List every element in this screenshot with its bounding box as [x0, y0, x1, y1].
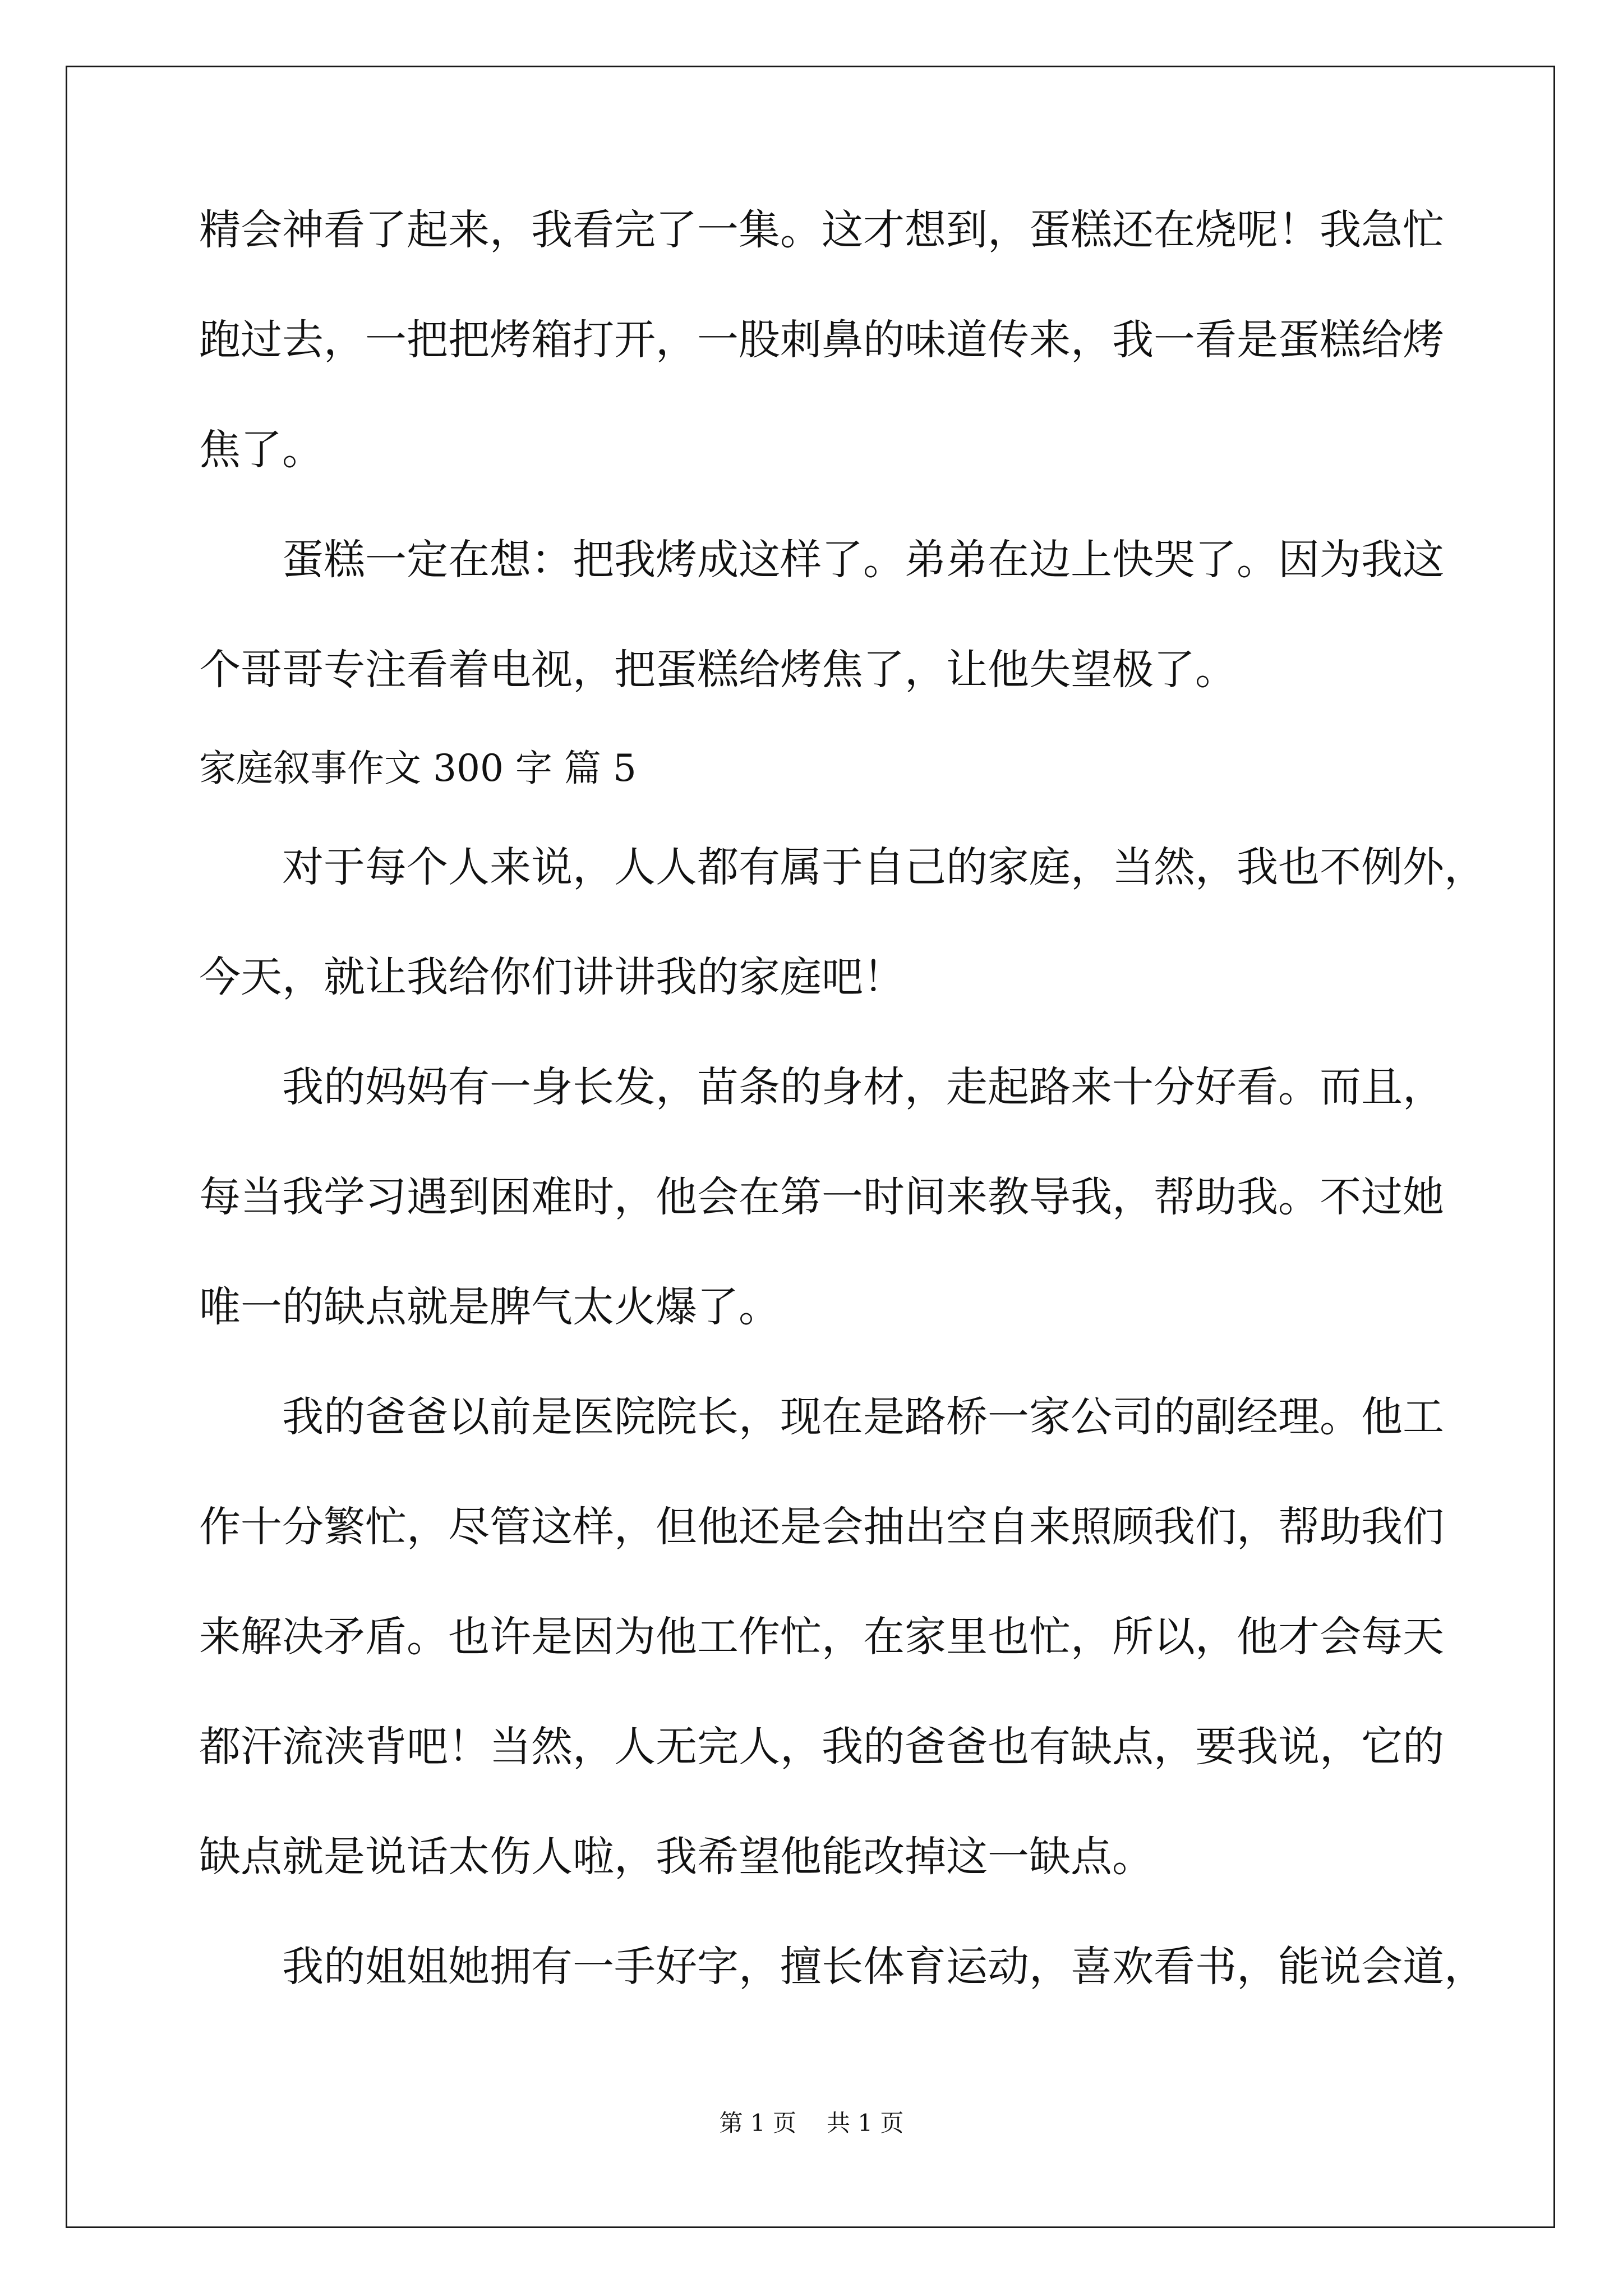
text-line: 都汗流浃背吧！当然，人无完人，我的爸爸也有缺点，要我说，它的	[199, 1723, 1444, 1771]
text-line: 焦了。	[199, 426, 324, 474]
section-heading: 家庭叙事作文 300 字 篇 5	[199, 747, 637, 790]
page-footer	[0, 2106, 1623, 2140]
paragraph-start: 我的爸爸以前是医院院长，现在是路桥一家公司的副经理。他工	[282, 1393, 1444, 1441]
text-line: 唯一的缺点就是脾气太火爆了。	[199, 1283, 780, 1331]
text-line: 作十分繁忙，尽管这样，但他还是会抽出空自来照顾我们，帮助我们	[199, 1503, 1444, 1551]
text-line: 个哥哥专注看着电视，把蛋糕给烤焦了，让他失望极了。	[199, 646, 1237, 694]
paragraph-start: 我的姐姐她拥有一手好字，擅长体育运动，喜欢看书，能说会道，	[282, 1943, 1486, 1991]
text-line: 跑过去，一把把烤箱打开，一股刺鼻的味道传来，我一看是蛋糕给烤	[199, 316, 1444, 364]
text-line: 今天，就让我给你们讲讲我的家庭吧！	[199, 953, 905, 1001]
text-line: 精会神看了起来，我看完了一集。这才想到，蛋糕还在烧呢！我急忙	[199, 206, 1444, 254]
paragraph-start: 蛋糕一定在想：把我烤成这样了。弟弟在边上快哭了。因为我这	[282, 536, 1444, 584]
page-total: 共 1 页	[827, 2109, 904, 2137]
text-line: 缺点就是说话太伤人啦，我希望他能改掉这一缺点。	[199, 1833, 1154, 1881]
paragraph-start: 我的妈妈有一身长发，苗条的身材，走起路来十分好看。而且，	[282, 1063, 1444, 1111]
text-line: 来解决矛盾。也许是因为他工作忙，在家里也忙，所以，他才会每天	[199, 1613, 1444, 1661]
paragraph-start: 对于每个人来说，人人都有属于自己的家庭，当然，我也不例外，	[282, 843, 1486, 891]
page-border	[66, 66, 1555, 2228]
text-line: 每当我学习遇到困难时，他会在第一时间来教导我，帮助我。不过她	[199, 1173, 1444, 1221]
page-number: 第 1 页	[719, 2109, 796, 2137]
